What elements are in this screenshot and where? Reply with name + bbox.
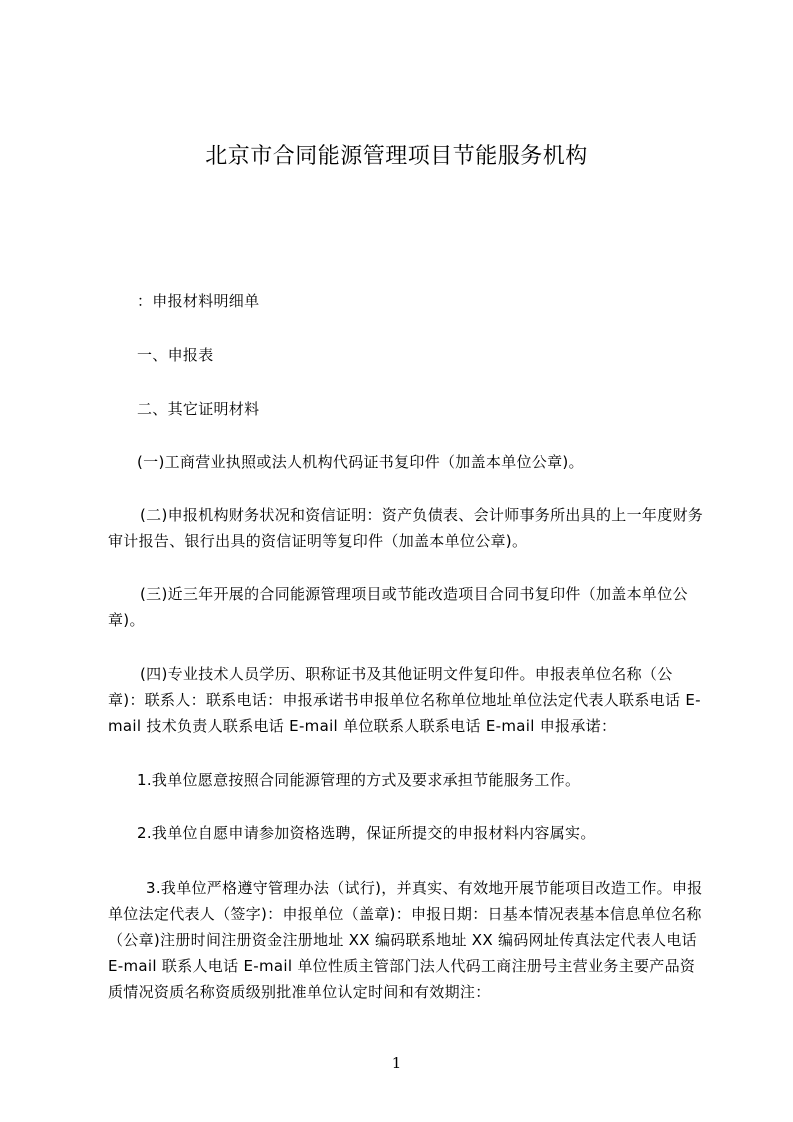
item-financial-status: (二)申报机构财务状况和资信证明：资产负债表、会计师事务所出具的上一年度财务审计报告、银行出具的资信证明等复印件（加盖本单位公章)。 — [108, 506, 704, 550]
item-project-contracts: (三)近三年开展的合同能源管理项目或节能改造项目合同书复印件（加盖本单位公章)。 — [108, 585, 688, 629]
pledge-item-1: 1.我单位愿意按照合同能源管理的方式及要求承担节能服务工作。 — [137, 771, 581, 789]
section-application-form: 一、申报表 — [137, 346, 214, 364]
page-title: 北京市合同能源管理项目节能服务机构 — [205, 144, 588, 169]
item-staff-credentials: (四)专业技术人员学历、职称证书及其他证明文件复印件。申报表单位名称（公章)：联系人：联系电话：申报承诺书申报单位名称单位地址单位法定代表人联系电话 E-mail 技术负责人联系电话 E-mail 单位联系人联系电话 E-mail 申报承诺： — [108, 665, 701, 735]
pledge-item-3: 3.我单位严格遵守管理办法（试行)，并真实、有效地开展节能项目改造工作。申报单位法定代表人（签字)：申报单位（盖章)：申报日期：日基本情况表基本信息单位名称（公章)注册时间注册资金注册地址 XX 编码联系地址 XX 编码网址传真法定代表人电话 E-mail 联系人电话 E-mail 单位性质主管部门法人代码工商注册号主营业务主要产品资质情况资质名称资质级别批准单位认定时间和有效期注： — [108, 879, 703, 1001]
pledge-item-2: 2.我单位自愿申请参加资格选聘，保证所提交的申报材料内容属实。 — [137, 824, 596, 842]
section-other-materials: 二、其它证明材料 — [137, 400, 260, 418]
page-number: 1 — [391, 1054, 402, 1072]
materials-list-heading: ：申报材料明细单 — [137, 292, 260, 310]
item-business-license: (一)工商营业执照或法人机构代码证书复印件（加盖本单位公章)。 — [137, 453, 584, 471]
